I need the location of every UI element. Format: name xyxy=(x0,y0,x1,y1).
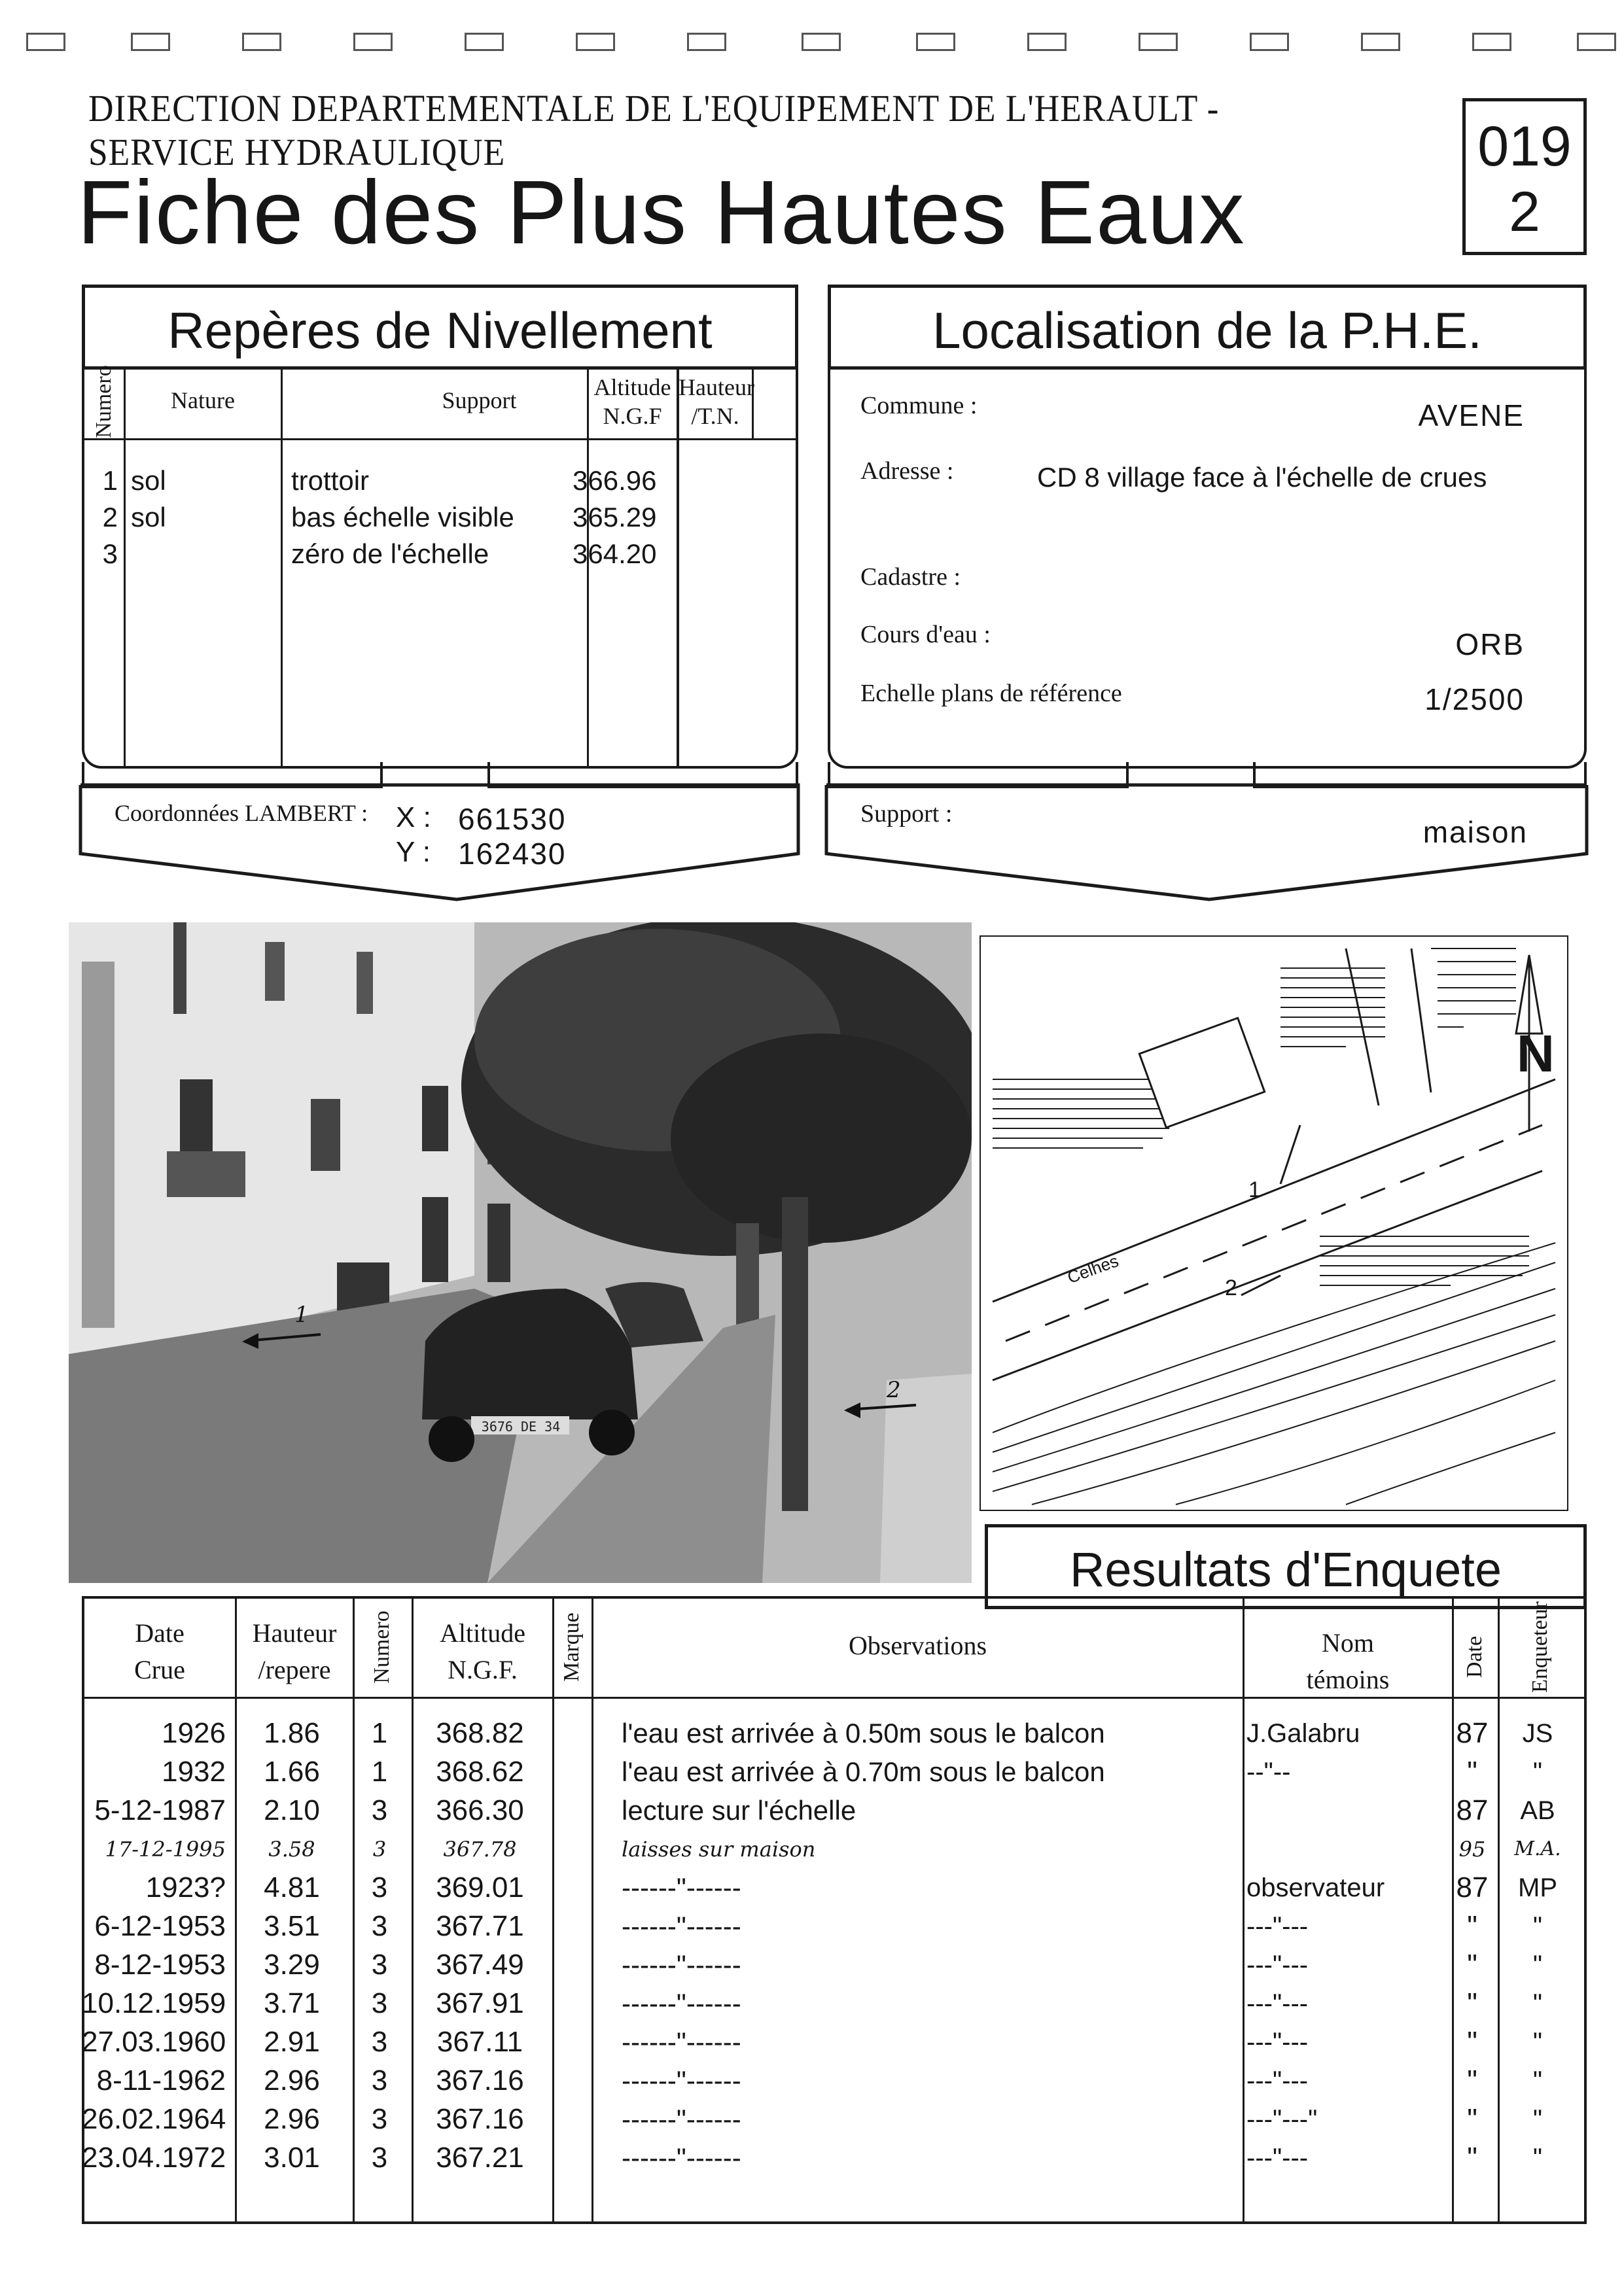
col-numero-header: Numero xyxy=(92,365,116,438)
punch-hole xyxy=(1027,33,1067,51)
result-date: " xyxy=(1467,2064,1477,2096)
reperes-title: Repères de Nivellement xyxy=(168,302,713,359)
result-hauteur: 4.81 xyxy=(264,1871,320,1904)
col-support-header: Support xyxy=(442,387,517,413)
punch-hole xyxy=(1361,33,1400,51)
result-enqueteur: " xyxy=(1532,2105,1543,2134)
commune-label: Commune : xyxy=(860,392,978,419)
result-enqueteur: AB xyxy=(1520,1796,1555,1825)
repere-altitude: 366.96 xyxy=(573,465,657,496)
result-temoin: observateur xyxy=(1246,1873,1385,1902)
col-date-crue-header: Date Crue xyxy=(134,1618,185,1684)
north-label: N xyxy=(1517,1024,1555,1083)
result-date: " xyxy=(1467,1756,1477,1788)
localisation-title: Localisation de la P.H.E. xyxy=(932,302,1482,359)
result-observation: ------"------ xyxy=(622,2026,741,2057)
col-marque-header: Marque xyxy=(559,1612,584,1682)
support-label: Support : xyxy=(860,800,953,827)
col-hauteur-repere-header: Hauteur /repere xyxy=(252,1618,337,1684)
repere-support: trottoir xyxy=(291,465,370,496)
result-observation: ------"------ xyxy=(622,1949,741,1980)
result-altitude: 367.16 xyxy=(436,2064,524,2096)
result-observation: lecture sur l'échelle xyxy=(622,1795,856,1826)
result-temoin: ---"--- xyxy=(1246,1951,1309,1979)
result-date-crue: 8-12-1953 xyxy=(94,1949,226,1981)
result-hauteur: 2.10 xyxy=(264,1794,320,1826)
result-numero: 3 xyxy=(371,1794,388,1826)
photo-arrow-1-label: 1 xyxy=(294,1302,309,1328)
sheet-code-commune: 019 xyxy=(1477,115,1572,178)
punch-hole xyxy=(576,33,615,51)
repere-numero: 2 xyxy=(102,502,118,532)
result-date-crue: 1932 xyxy=(162,1756,226,1788)
adresse-value: CD 8 village face à l'échelle de crues xyxy=(1037,462,1487,493)
punch-hole xyxy=(26,33,65,51)
result-temoin: ---"--- xyxy=(1246,1912,1309,1941)
punch-hole xyxy=(1472,33,1511,51)
lambert-x-label: X : xyxy=(396,801,431,833)
result-date: " xyxy=(1467,2142,1477,2174)
result-numero: 3 xyxy=(371,2026,388,2058)
map-mark-2: 2 xyxy=(1225,1276,1237,1300)
result-observation: ------"------ xyxy=(622,2104,741,2134)
result-enqueteur: M.A. xyxy=(1514,1837,1561,1860)
result-numero: 3 xyxy=(371,2064,388,2096)
sheet-code-box xyxy=(1462,98,1587,255)
result-observation: l'eau est arrivée à 0.50m sous le balcon xyxy=(622,1718,1105,1748)
resultats-title: Resultats d'Enquete xyxy=(1069,1542,1502,1597)
commune-value: AVENE xyxy=(1418,398,1525,432)
result-date-crue: 10.12.1959 xyxy=(82,1987,226,2019)
map-mark-1: 1 xyxy=(1248,1177,1261,1202)
result-hauteur: 3.71 xyxy=(264,1987,320,2019)
result-numero: 3 xyxy=(371,2103,388,2135)
punch-hole xyxy=(687,33,726,51)
result-temoin: ---"---" xyxy=(1246,2105,1318,2134)
result-hauteur: 2.91 xyxy=(264,2026,320,2058)
result-altitude: 367.16 xyxy=(436,2103,524,2135)
repere-altitude: 364.20 xyxy=(573,538,657,569)
result-hauteur: 3.29 xyxy=(264,1949,320,1981)
result-numero: 3 xyxy=(372,1837,387,1862)
result-date-crue: 17-12-1995 xyxy=(105,1837,226,1862)
col-altitude-header: Altitude N.G.F xyxy=(593,374,671,429)
result-date: 87 xyxy=(1456,1794,1489,1826)
result-altitude: 366.30 xyxy=(436,1794,524,1826)
result-date: 95 xyxy=(1458,1837,1486,1862)
result-date-crue: 6-12-1953 xyxy=(94,1910,226,1942)
result-altitude: 367.49 xyxy=(436,1949,524,1981)
result-numero: 3 xyxy=(371,1949,388,1981)
result-temoin: --"-- xyxy=(1246,1758,1291,1786)
result-hauteur: 2.96 xyxy=(264,2103,320,2135)
echelle-label: Echelle plans de référence xyxy=(860,680,1122,707)
repere-numero: 3 xyxy=(102,538,118,569)
reperes-title-box xyxy=(82,285,798,370)
result-enqueteur: MP xyxy=(1518,1873,1557,1902)
col-observations-header: Observations xyxy=(848,1631,987,1660)
result-observation: laisses sur maison xyxy=(622,1837,816,1862)
result-temoin: ---"--- xyxy=(1246,2066,1309,2095)
result-altitude: 367.71 xyxy=(436,1910,524,1942)
result-observation: ------"------ xyxy=(622,1911,741,1941)
lambert-label: Coordonnées LAMBERT : xyxy=(115,800,368,826)
punch-hole xyxy=(1577,33,1616,51)
punch-hole xyxy=(353,33,393,51)
lambert-y-value: 162430 xyxy=(458,837,567,871)
result-enqueteur: " xyxy=(1532,1951,1543,1979)
result-date: " xyxy=(1467,2026,1477,2058)
result-altitude: 367.21 xyxy=(436,2142,524,2174)
result-date: 87 xyxy=(1456,1717,1489,1749)
result-hauteur: 3.58 xyxy=(268,1837,315,1862)
result-hauteur: 3.51 xyxy=(264,1910,320,1942)
punch-hole xyxy=(242,33,281,51)
result-enqueteur: " xyxy=(1532,1989,1543,2018)
result-date: 87 xyxy=(1456,1871,1489,1904)
result-date: " xyxy=(1467,1910,1477,1942)
result-altitude: 368.62 xyxy=(436,1756,524,1788)
col-date-header: Date xyxy=(1462,1635,1487,1679)
col-hauteur-header: Hauteur /T.N. xyxy=(679,374,754,429)
result-date: " xyxy=(1467,1949,1477,1981)
cours-eau-label: Cours d'eau : xyxy=(860,621,991,648)
result-numero: 1 xyxy=(371,1756,388,1788)
lambert-box xyxy=(77,778,803,909)
result-observation: ------"------ xyxy=(622,2142,741,2173)
result-altitude: 367.11 xyxy=(436,2026,523,2058)
result-date: " xyxy=(1467,2103,1477,2135)
punch-hole xyxy=(1139,33,1178,51)
result-numero: 1 xyxy=(371,1717,388,1749)
punch-hole xyxy=(916,33,955,51)
agency-header: DIRECTION DEPARTEMENTALE DE L'EQUIPEMENT DE L'HERAULT - SERVICE HYDRAULIQUE xyxy=(88,87,1220,173)
col-enqueteur-header: Enqueteur xyxy=(1528,1601,1552,1693)
result-temoin: J.Galabru xyxy=(1246,1719,1360,1748)
map-road-label: Celhes xyxy=(1065,1251,1121,1287)
adresse-label: Adresse : xyxy=(860,457,954,485)
result-date-crue: 8-11-1962 xyxy=(96,2064,226,2096)
result-date-crue: 1923? xyxy=(145,1871,226,1904)
result-hauteur: 1.86 xyxy=(264,1717,320,1749)
result-temoin: ---"--- xyxy=(1246,2028,1309,2057)
result-date-crue: 5-12-1987 xyxy=(94,1794,226,1826)
result-altitude: 369.01 xyxy=(436,1871,524,1904)
result-observation: ------"------ xyxy=(622,2065,741,2096)
repere-support: bas échelle visible xyxy=(291,502,514,532)
result-date-crue: 23.04.1972 xyxy=(82,2142,226,2174)
result-enqueteur: " xyxy=(1532,2066,1543,2095)
result-temoin: ---"--- xyxy=(1246,1989,1309,2018)
support-value: maison xyxy=(1422,815,1528,849)
result-observation: ------"------ xyxy=(622,1988,741,2019)
col-nom-temoins-header: Nom témoins xyxy=(1306,1628,1390,1694)
repere-altitude: 365.29 xyxy=(573,502,657,532)
result-enqueteur: " xyxy=(1532,2144,1543,2172)
col-altitude-ngf-header: Altitude N.G.F. xyxy=(439,1618,526,1684)
result-date-crue: 27.03.1960 xyxy=(82,2026,226,2058)
result-date: " xyxy=(1467,1987,1477,2019)
punch-hole xyxy=(1250,33,1289,51)
result-numero: 3 xyxy=(371,2142,388,2174)
result-hauteur: 3.01 xyxy=(264,2142,320,2174)
result-observation: l'eau est arrivée à 0.70m sous le balcon xyxy=(622,1756,1105,1787)
repere-nature: sol xyxy=(131,502,166,532)
cours-eau-value: ORB xyxy=(1455,627,1525,661)
result-enqueteur: " xyxy=(1532,1912,1543,1941)
street-photo xyxy=(69,922,972,1583)
result-date-crue: 26.02.1964 xyxy=(82,2103,226,2135)
result-hauteur: 2.96 xyxy=(264,2064,320,2096)
result-numero: 3 xyxy=(371,1987,388,2019)
result-altitude: 368.82 xyxy=(436,1717,524,1749)
localisation-title-box xyxy=(828,285,1587,370)
result-enqueteur: " xyxy=(1532,1758,1543,1786)
lambert-y-label: Y : xyxy=(396,836,431,868)
repere-support: zéro de l'échelle xyxy=(291,538,489,569)
result-date-crue: 1926 xyxy=(162,1717,226,1749)
location-map xyxy=(980,935,1568,1511)
lambert-x-value: 661530 xyxy=(458,802,567,836)
result-numero: 3 xyxy=(371,1871,388,1904)
sheet-code-number: 2 xyxy=(1509,181,1540,243)
result-altitude: 367.78 xyxy=(443,1837,517,1862)
photo-arrow-2-label: 2 xyxy=(887,1377,901,1403)
punch-hole xyxy=(131,33,170,51)
col-nature-header: Nature xyxy=(171,387,235,413)
result-hauteur: 1.66 xyxy=(264,1756,320,1788)
result-altitude: 367.91 xyxy=(436,1987,524,2019)
cadastre-label: Cadastre : xyxy=(860,563,961,591)
repere-nature: sol xyxy=(131,465,166,496)
result-numero: 3 xyxy=(371,1910,388,1942)
echelle-value: 1/2500 xyxy=(1424,682,1525,716)
punch-hole xyxy=(465,33,504,51)
result-enqueteur: " xyxy=(1532,2028,1543,2057)
page-title: Fiche des Plus Hautes Eaux xyxy=(77,162,1246,263)
result-enqueteur: JS xyxy=(1522,1719,1553,1748)
license-plate: 3676 DE 34 xyxy=(481,1419,561,1435)
result-temoin: ---"--- xyxy=(1246,2144,1309,2172)
col-numero-header: Numero xyxy=(370,1610,394,1684)
punch-hole xyxy=(802,33,841,51)
repere-numero: 1 xyxy=(102,465,118,496)
result-observation: ------"------ xyxy=(622,1872,741,1903)
